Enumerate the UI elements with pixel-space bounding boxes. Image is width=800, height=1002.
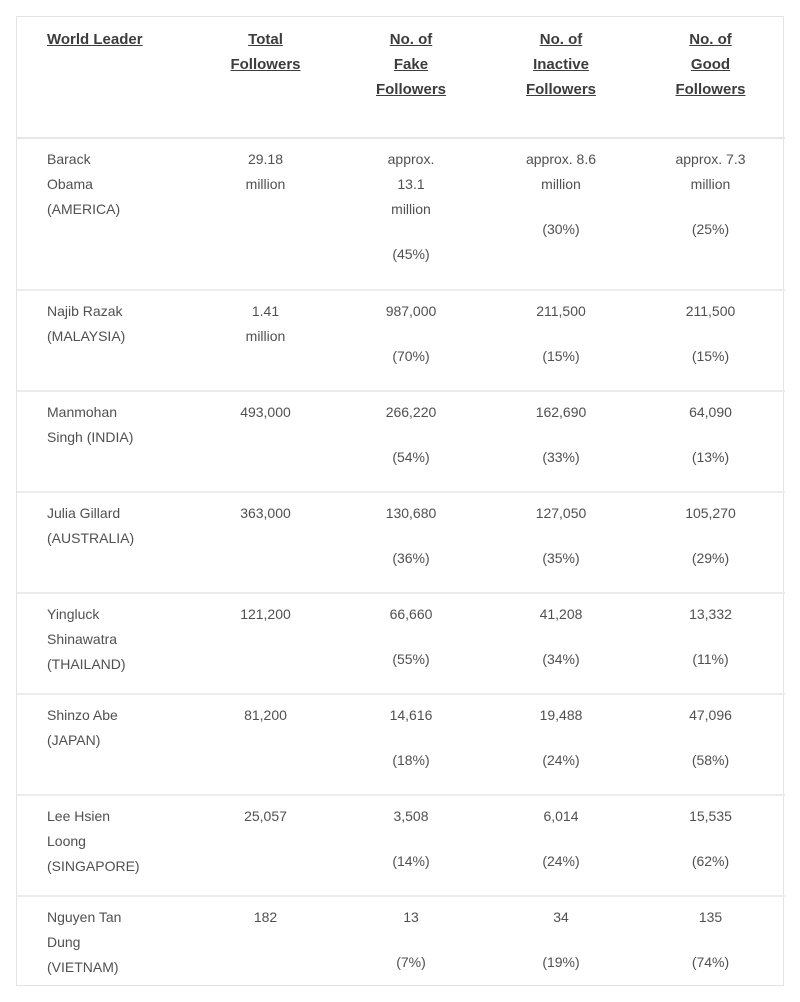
cell-fake-followers-value: 3,508 <box>393 808 429 824</box>
cell-world-leader-value: Nguyen Tan <box>47 909 122 925</box>
cell-world-leader-value: Manmohan <box>47 404 118 420</box>
cell-fake-followers-value: 13.1 <box>397 176 425 192</box>
cell-total-followers-value: 81,200 <box>244 707 287 723</box>
table-row <box>17 138 785 290</box>
cell-world-leader-value: (MALAYSIA) <box>47 328 126 344</box>
cell-inactive-followers <box>486 391 636 492</box>
table-row <box>17 593 785 694</box>
cell-fake-followers <box>336 694 486 795</box>
cell-inactive-followers <box>486 492 636 593</box>
cell-inactive-followers-percent: (24%) <box>542 752 580 768</box>
cell-world-leader-value: Lee Hsien <box>47 808 111 824</box>
cell-world-leader <box>17 795 195 896</box>
cell-fake-followers-percent: (70%) <box>392 348 430 364</box>
header-line: Fake <box>393 56 429 73</box>
cell-good-followers-value: 211,500 <box>685 303 736 319</box>
cell-total-followers-value: 182 <box>253 909 278 925</box>
cell-inactive-followers <box>486 138 636 290</box>
cell-world-leader-value: (JAPAN) <box>47 732 101 748</box>
cell-total-followers-value: 493,000 <box>240 404 291 420</box>
cell-good-followers <box>636 795 785 896</box>
header-line: Followers <box>525 81 596 98</box>
cell-inactive-followers-value: 127,050 <box>535 505 587 521</box>
cell-fake-followers-value: 987,000 <box>385 303 437 319</box>
cell-fake-followers-percent: (18%) <box>392 752 430 768</box>
cell-good-followers-percent: (62%) <box>691 853 730 869</box>
header-fake-followers <box>336 17 486 138</box>
cell-good-followers-percent: (13%) <box>691 449 730 465</box>
header-total-followers <box>195 17 336 138</box>
table-row <box>17 492 785 593</box>
header-line: No. of <box>539 31 583 48</box>
cell-world-leader-value: (AMERICA) <box>47 201 121 217</box>
cell-inactive-followers-percent: (19%) <box>542 954 580 970</box>
cell-fake-followers-value: 130,680 <box>385 505 437 521</box>
header-inactive-followers <box>486 17 636 138</box>
cell-good-followers <box>636 694 785 795</box>
header-line: Followers <box>230 56 301 73</box>
cell-inactive-followers-percent: (35%) <box>542 550 580 566</box>
cell-total-followers <box>195 290 336 391</box>
cell-total-followers-value: million <box>245 328 286 344</box>
cell-inactive-followers-value: 162,690 <box>535 404 587 420</box>
cell-inactive-followers-value: 41,208 <box>539 606 583 622</box>
cell-good-followers-percent: (25%) <box>691 221 730 237</box>
cell-fake-followers <box>336 492 486 593</box>
header-line: Total <box>248 31 283 48</box>
cell-world-leader-value: Julia Gillard <box>47 505 121 521</box>
table-row <box>17 391 785 492</box>
cell-world-leader-value: (THAILAND) <box>47 656 126 672</box>
cell-world-leader-value: (SINGAPORE) <box>47 858 140 874</box>
cell-good-followers-value: 135 <box>698 909 723 925</box>
cell-fake-followers <box>336 138 486 290</box>
header-line: World Leader <box>47 31 143 48</box>
cell-fake-followers-percent: (7%) <box>396 954 426 970</box>
cell-fake-followers-value: approx. <box>387 151 435 167</box>
header-world-leader <box>17 17 195 138</box>
cell-world-leader-value: (AUSTRALIA) <box>47 530 135 546</box>
header-line: No. of <box>389 31 433 48</box>
cell-good-followers <box>636 290 785 391</box>
cell-good-followers-percent: (58%) <box>691 752 730 768</box>
cell-fake-followers-value: 266,220 <box>385 404 437 420</box>
cell-inactive-followers-percent: (15%) <box>542 348 580 364</box>
header-good-followers <box>636 17 785 138</box>
cell-good-followers-value: 47,096 <box>689 707 732 723</box>
cell-inactive-followers-percent: (34%) <box>542 651 580 667</box>
cell-world-leader-value: Loong <box>47 833 86 849</box>
cell-total-followers-value: 29.18 <box>247 151 284 167</box>
cell-inactive-followers-value: million <box>541 176 581 192</box>
cell-fake-followers-value: million <box>391 201 431 217</box>
cell-inactive-followers-value: 6,014 <box>543 808 579 824</box>
cell-inactive-followers-percent: (33%) <box>542 449 580 465</box>
cell-inactive-followers-value: approx. 8.6 <box>525 151 597 167</box>
cell-world-leader <box>17 593 195 694</box>
cell-total-followers <box>195 694 336 795</box>
table-header-row <box>17 17 785 138</box>
cell-total-followers <box>195 896 336 1002</box>
cell-fake-followers <box>336 391 486 492</box>
followers-table-container <box>16 16 784 986</box>
table-row <box>17 795 785 896</box>
cell-fake-followers <box>336 795 486 896</box>
table-row <box>17 290 785 391</box>
cell-good-followers-value: 13,332 <box>689 606 732 622</box>
header-line: Followers <box>675 81 746 98</box>
cell-good-followers-percent: (11%) <box>692 651 729 667</box>
cell-total-followers <box>195 391 336 492</box>
cell-world-leader <box>17 694 195 795</box>
cell-good-followers <box>636 593 785 694</box>
cell-world-leader-value: Shinawatra <box>47 631 118 647</box>
cell-total-followers-value: million <box>245 176 286 192</box>
cell-total-followers-value: 1.41 <box>251 303 280 319</box>
cell-fake-followers <box>336 593 486 694</box>
header-line: No. of <box>689 31 732 48</box>
header-line: Good <box>690 56 731 73</box>
cell-world-leader-value: Singh (INDIA) <box>47 429 134 445</box>
cell-total-followers-value: 25,057 <box>244 808 287 824</box>
cell-fake-followers-percent: (54%) <box>392 449 430 465</box>
cell-good-followers-value: 105,270 <box>685 505 736 521</box>
cell-world-leader-value: Barack <box>47 151 91 167</box>
header-line: Inactive <box>533 56 589 73</box>
cell-good-followers <box>636 391 785 492</box>
cell-world-leader-value: (VIETNAM) <box>47 959 119 975</box>
cell-total-followers <box>195 593 336 694</box>
cell-total-followers <box>195 492 336 593</box>
cell-fake-followers-percent: (14%) <box>392 853 430 869</box>
cell-inactive-followers-value: 34 <box>553 909 569 925</box>
cell-world-leader <box>17 138 195 290</box>
cell-world-leader <box>17 896 195 1002</box>
cell-inactive-followers-percent: (30%) <box>542 221 580 237</box>
cell-fake-followers <box>336 896 486 1002</box>
cell-fake-followers-percent: (36%) <box>392 550 430 566</box>
cell-inactive-followers <box>486 795 636 896</box>
cell-good-followers-value: approx. 7.3 <box>675 151 746 167</box>
table-body <box>17 138 785 1002</box>
cell-total-followers-value: 363,000 <box>240 505 291 521</box>
header-line: Followers <box>375 81 446 98</box>
cell-inactive-followers-value: 211,500 <box>536 303 586 319</box>
cell-world-leader <box>17 290 195 391</box>
cell-fake-followers-percent: (55%) <box>392 651 430 667</box>
cell-good-followers-percent: (74%) <box>691 954 730 970</box>
cell-world-leader-value: Dung <box>47 934 81 950</box>
cell-total-followers <box>195 795 336 896</box>
cell-good-followers-percent: (15%) <box>691 348 730 364</box>
cell-fake-followers-value: 13 <box>403 909 419 925</box>
cell-fake-followers-percent: (45%) <box>392 246 430 262</box>
cell-inactive-followers <box>486 290 636 391</box>
cell-world-leader <box>17 391 195 492</box>
cell-inactive-followers-value: 19,488 <box>539 707 583 723</box>
cell-good-followers <box>636 896 785 1002</box>
cell-total-followers-value: 121,200 <box>240 606 291 622</box>
cell-inactive-followers <box>486 896 636 1002</box>
cell-good-followers-value: 15,535 <box>689 808 732 824</box>
table-row <box>17 896 785 1002</box>
cell-inactive-followers <box>486 593 636 694</box>
cell-world-leader-value: Obama <box>47 176 93 192</box>
cell-world-leader-value: Yingluck <box>47 606 100 622</box>
cell-good-followers-value: 64,090 <box>689 404 732 420</box>
cell-good-followers <box>636 492 785 593</box>
cell-total-followers <box>195 138 336 290</box>
cell-world-leader-value: Shinzo Abe <box>47 707 118 723</box>
cell-good-followers-percent: (29%) <box>691 550 730 566</box>
cell-fake-followers <box>336 290 486 391</box>
followers-table <box>17 17 785 1002</box>
cell-inactive-followers-percent: (24%) <box>542 853 580 869</box>
cell-world-leader <box>17 492 195 593</box>
cell-inactive-followers <box>486 694 636 795</box>
table-row <box>17 694 785 795</box>
cell-good-followers <box>636 138 785 290</box>
cell-good-followers-value: million <box>690 176 731 192</box>
cell-fake-followers-value: 66,660 <box>389 606 433 622</box>
cell-world-leader-value: Najib Razak <box>47 303 123 319</box>
cell-fake-followers-value: 14,616 <box>389 707 433 723</box>
